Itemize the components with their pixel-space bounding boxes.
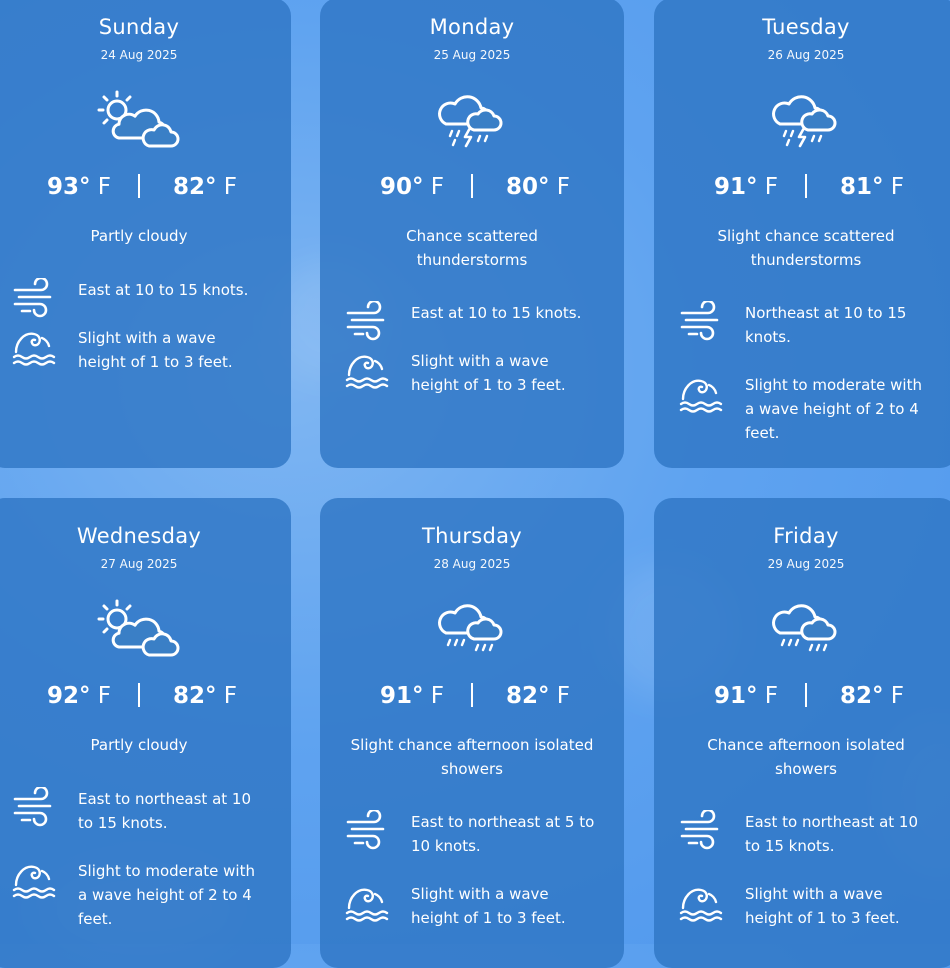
seas-info [0,859,291,939]
temperature-range [0,170,291,206]
wind-text: East to northeast at 10 to 15 knots. [745,813,919,855]
seas-info [654,882,950,942]
seas-info [320,882,624,942]
wind-text: East to northeast at 10 to 15 knots. [78,790,252,832]
wind-icon [12,787,56,827]
forecast-card-sunday [0,0,291,468]
seas-info [0,326,291,386]
low-temperature: 82° F [839,683,905,709]
low-temperature: 81° F [839,174,905,200]
weather-summary: Chance afternoon isolated showers [707,736,905,778]
forecast-date: 28 Aug 2025 [433,557,511,571]
temperature-divider [138,683,140,707]
thunderstorm-icon [764,86,848,150]
low-temperature: 82° F [505,683,571,709]
forecast-card-tuesday [654,0,950,468]
wind-icon [345,810,389,850]
low-temperature: 82° F [172,683,238,709]
seas-text: Slight to moderate with a wave height of 2 to 4 feet. [78,862,255,928]
temperature-divider [138,174,140,198]
showers-icon [430,595,514,659]
weather-summary: Slight chance scattered thunderstorms [717,227,895,269]
seas-info [654,373,950,453]
high-temperature: 93° F [46,174,112,200]
seas-text: Slight to moderate with a wave height of 2 to 4 feet. [745,376,922,442]
temperature-range [0,679,291,715]
temperature-range [320,679,624,715]
forecast-card-wednesday [0,498,291,968]
partly-cloudy-icon [97,86,181,150]
wave-icon [12,326,56,366]
forecast-date: 29 Aug 2025 [767,557,845,571]
seas-text: Slight with a wave height of 1 to 3 feet. [78,329,233,371]
seas-info [320,349,624,409]
temperature-divider [471,174,473,198]
temperature-range [654,679,950,715]
forecast-card-friday [654,498,950,968]
wind-text: East to northeast at 5 to 10 knots. [411,813,595,855]
high-temperature: 92° F [46,683,112,709]
wave-icon [12,859,56,899]
thunderstorm-icon [430,86,514,150]
wind-info [654,810,950,870]
wind-text: East at 10 to 15 knots. [78,281,249,299]
low-temperature: 82° F [172,174,238,200]
day-name: Thursday [421,524,523,548]
wave-icon [345,349,389,389]
day-name: Tuesday [762,15,850,39]
partly-cloudy-icon [97,595,181,659]
wave-icon [679,373,723,413]
seas-text: Slight with a wave height of 1 to 3 feet. [745,885,900,927]
seas-text: Slight with a wave height of 1 to 3 feet. [411,352,566,394]
high-temperature: 91° F [713,174,779,200]
weather-summary: Chance scattered thunderstorms [406,227,538,269]
wind-info [0,787,291,847]
day-name: Friday [773,524,839,548]
day-name: Sunday [98,15,180,39]
low-temperature: 80° F [505,174,571,200]
day-name: Wednesday [76,524,202,548]
wind-info [654,301,950,361]
seas-text: Slight with a wave height of 1 to 3 feet. [411,885,566,927]
wind-icon [679,810,723,850]
weather-summary: Partly cloudy [90,736,188,754]
day-name: Monday [429,15,515,39]
high-temperature: 91° F [713,683,779,709]
wind-text: Northeast at 10 to 15 knots. [745,304,907,346]
wind-icon [345,301,389,341]
high-temperature: 90° F [379,174,445,200]
forecast-date: 27 Aug 2025 [100,557,178,571]
forecast-date: 24 Aug 2025 [100,48,178,62]
temperature-range [654,170,950,206]
showers-icon [764,595,848,659]
wave-icon [345,882,389,922]
weather-summary: Slight chance afternoon isolated showers [350,736,594,778]
forecast-date: 26 Aug 2025 [767,48,845,62]
temperature-range [320,170,624,206]
wind-info [320,810,624,870]
temperature-divider [805,683,807,707]
forecast-card-monday [320,0,624,468]
wave-icon [679,882,723,922]
wind-icon [679,301,723,341]
weather-summary: Partly cloudy [90,227,188,245]
high-temperature: 91° F [379,683,445,709]
temperature-divider [805,174,807,198]
wind-icon [12,278,56,318]
temperature-divider [471,683,473,707]
wind-text: East at 10 to 15 knots. [411,304,582,322]
forecast-card-thursday [320,498,624,968]
forecast-date: 25 Aug 2025 [433,48,511,62]
